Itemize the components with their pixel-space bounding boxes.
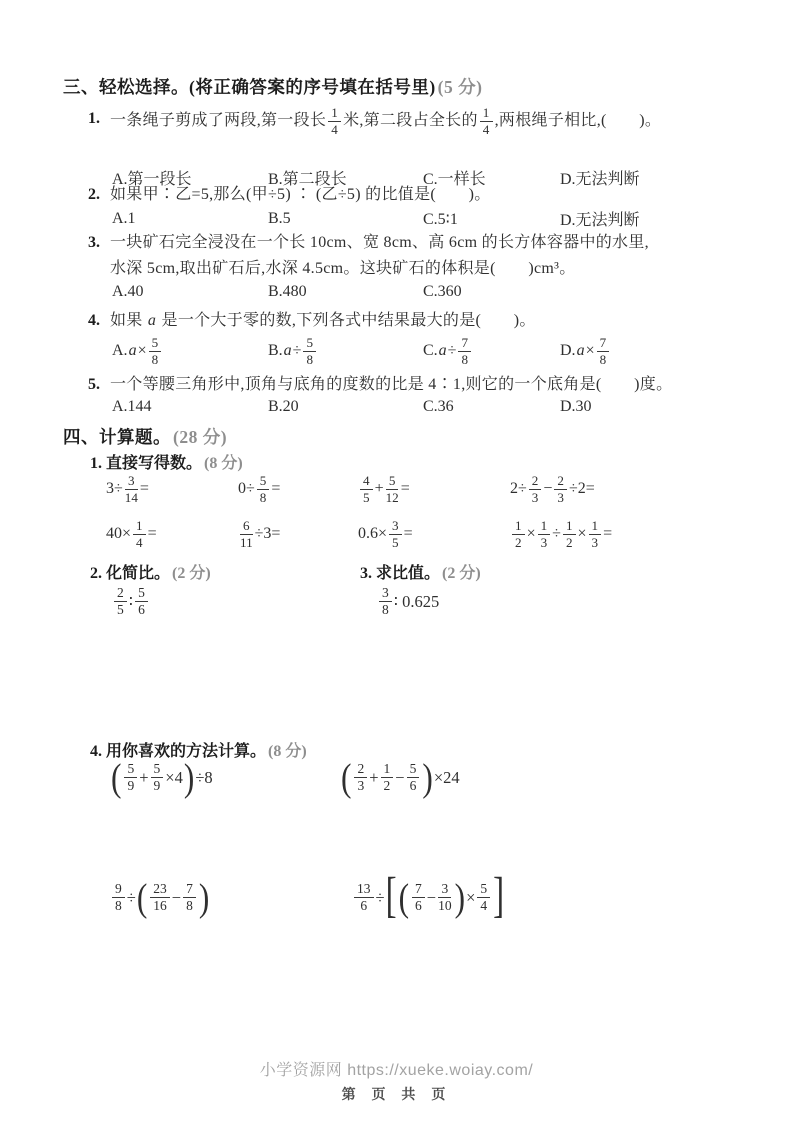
calc-part-3-number: 3. (360, 565, 372, 582)
calc-part-3-score: (2 分) (442, 565, 481, 582)
calc-expression: $\frac{1}{2}$ × $\frac{1}{3}$ ÷ $\frac{1}{2}$ × $\frac{1}{3}$ = (510, 519, 753, 550)
fraction: $\frac{3}{5}$ (389, 519, 402, 550)
fraction: $\frac{1}{2}$ (381, 762, 394, 793)
option: C.360 (423, 283, 462, 300)
option: B.480 (268, 283, 307, 300)
option: C.一样长 (423, 171, 486, 188)
fraction: $\frac{4}{5}$ (360, 474, 373, 505)
section-calc-score: (28 分) (173, 427, 228, 447)
fraction: $\frac{7}{8}$ (597, 336, 610, 367)
option: D. a × $\frac{7}{8}$ (560, 336, 611, 367)
question-5-options (112, 398, 592, 416)
simplify-ratio-expression: $\frac{2}{5}$ ∶ $\frac{5}{6}$ (112, 586, 150, 617)
question-5-number: 5. (88, 376, 100, 393)
calc-part-4-number: 4. (90, 743, 102, 760)
fraction: $\frac{1}{3}$ (589, 519, 602, 550)
fraction: $\frac{1}{3}$ (538, 519, 551, 550)
fraction: $\frac{1}{2}$ (563, 519, 576, 550)
question-4-options (112, 336, 611, 367)
question-4-number: 4. (88, 312, 100, 329)
option: D.30 (560, 398, 592, 415)
fraction: $\frac{2}{3}$ (354, 762, 367, 793)
calc-part-2-score: (2 分) (172, 565, 211, 582)
calc-part-2-label (90, 560, 211, 583)
calc-expression: 2÷ $\frac{2}{3}$ − $\frac{2}{3}$ ÷2= (510, 473, 595, 505)
question-4-stem: 如果 a 是一个大于零的数,下列各式中结果最大的是( )。 (110, 312, 536, 329)
fraction: $\frac{5}{12}$ (385, 473, 399, 505)
section-calc-title (63, 424, 227, 449)
option: B. a ÷ $\frac{5}{8}$ (268, 336, 423, 367)
question-2 (88, 182, 748, 208)
fraction: $\frac{7}{8}$ (183, 882, 196, 913)
calc-expression: $\frac{6}{11}$ ÷3= (240, 518, 281, 550)
fraction: $\frac{7}{6}$ (412, 882, 425, 913)
fraction: $\frac{1}{2}$ (512, 519, 525, 550)
fraction: $\frac{5}{8}$ (257, 474, 270, 505)
question-2-stem: 如果甲∶乙=5,那么(甲÷5) ∶ (乙÷5) 的比值是( )。 (110, 186, 491, 203)
option: A.40 (112, 283, 144, 300)
direct-calc-row-2 (106, 519, 753, 550)
calc-expression: 40× $\frac{1}{4}$ = (106, 518, 157, 550)
question-3-options (112, 283, 560, 301)
fraction: $\frac{5}{4}$ (477, 882, 490, 913)
option: B.5 (268, 209, 291, 227)
option: A.1 (112, 209, 136, 227)
direct-calc-row-1 (106, 474, 753, 505)
fraction: $\frac{2}{5}$ (114, 586, 127, 617)
question-5 (88, 372, 748, 398)
fraction: $\frac{3}{14}$ (124, 473, 138, 505)
calc-part-2-title: 化简比。 (106, 565, 171, 582)
fraction: $\frac{9}{8}$ (112, 882, 125, 913)
fraction: $\frac{5}{8}$ (303, 336, 316, 367)
question-1 (88, 106, 748, 137)
question-1-number: 1. (88, 110, 100, 127)
option: D.无法判断 (560, 212, 640, 229)
fraction: $\frac{1}{4}$ (480, 106, 493, 137)
fraction: $\frac{5}{8}$ (149, 336, 162, 367)
fraction: $\frac{3}{10}$ (438, 881, 452, 914)
calc-part-1-label (90, 450, 243, 473)
option: C.36 (423, 398, 454, 415)
option: A. a × $\frac{5}{8}$ (112, 336, 268, 367)
calc-part-4-title: 用你喜欢的方法计算。 (106, 743, 267, 760)
footer-site-url: 小学资源网 https://xueke.woiay.com/ (259, 1062, 534, 1079)
method-calc-expression-4: $\frac{13}{6}$ ÷ [ ( $\frac{7}{6}$ − $\frac{3}{10}$ ) × $\frac{5}{4}$ ] (352, 882, 505, 913)
calc-expression: 0.6× $\frac{3}{5}$ = (358, 518, 413, 550)
option: D.无法判断 (560, 171, 640, 188)
method-calc-expression-2: ( $\frac{2}{3}$ + $\frac{1}{2}$ − $\frac{5}{6}$ ) ×24 (341, 755, 460, 799)
fraction: $\frac{5}{9}$ (151, 762, 164, 793)
question-5-stem: 一个等腰三角形中,顶角与底角的度数的比是 4∶1,则它的一个底角是( )度。 (110, 376, 673, 393)
question-4 (88, 308, 748, 334)
footer-page-numbers: 第 页 共 页 (341, 1086, 452, 1102)
question-3 (88, 230, 748, 282)
calc-part-1-title: 直接写得数。 (106, 455, 203, 472)
section-choice-score: (5 分) (437, 77, 483, 97)
fraction: $\frac{5}{6}$ (407, 762, 420, 793)
fraction: $\frac{1}{4}$ (328, 106, 341, 137)
fraction: $\frac{23}{16}$ (150, 882, 170, 913)
calc-expression: $\frac{4}{5}$ + $\frac{5}{12}$ = (358, 474, 510, 505)
question-3-number: 3. (88, 234, 100, 251)
calc-expression: 0÷ $\frac{5}{8}$ = (238, 473, 281, 505)
calc-part-3-title: 求比值。 (376, 565, 441, 582)
calc-part-2-number: 2. (90, 565, 102, 582)
option: C. a ÷ $\frac{7}{8}$ (423, 336, 560, 367)
section-choice-title (63, 74, 482, 99)
fraction: $\frac{7}{8}$ (458, 336, 471, 367)
option: B.第二段长 (268, 171, 347, 188)
question-3-stem: 一块矿石完全浸没在一个长 10cm、宽 8cm、高 6cm 的长方体容器中的水里, 水深 5cm,取出矿石后,水深 4.5cm。这块矿石的体积是( )cm³。 (110, 234, 649, 277)
ratio-value-expression: $\frac{3}{8}$ ∶ 0.625 (377, 586, 439, 617)
fraction: $\frac{2}{3}$ (529, 474, 542, 505)
fraction: $\frac{5}{9}$ (124, 762, 137, 793)
fraction: $\frac{1}{4}$ (133, 519, 146, 550)
calc-part-1-score: (8 分) (204, 455, 243, 472)
option: B.20 (268, 398, 299, 415)
section-choice-heading: 三、轻松选择。(将正确答案的序号填在括号里) (63, 77, 436, 97)
fraction: $\frac{5}{6}$ (135, 586, 148, 617)
calc-part-4-label (90, 738, 307, 761)
question-2-options (112, 207, 640, 230)
option: C.5∶1 (423, 210, 458, 228)
calc-part-4-score: (8 分) (268, 743, 307, 760)
calc-expression: 3÷ $\frac{3}{14}$ = (106, 473, 149, 505)
method-calc-expression-3: $\frac{9}{8}$ ÷ ( $\frac{23}{16}$ − $\frac{7}{8}$ ) (110, 882, 210, 913)
fraction: $\frac{3}{8}$ (379, 586, 392, 617)
method-calc-expression-1: ( $\frac{5}{9}$ + $\frac{5}{9}$ ×4 ) ÷8 (111, 755, 213, 799)
option: A.第一段长 (112, 171, 192, 188)
fraction: $\frac{6}{11}$ (240, 518, 253, 550)
calc-part-3-label (360, 560, 481, 583)
section-calc-heading: 四、计算题。 (63, 427, 171, 447)
question-2-number: 2. (88, 186, 100, 203)
calc-part-1-number: 1. (90, 455, 102, 472)
question-1-stem: 一条绳子剪成了两段,第一段长 $\frac{1}{4}$ 米,第二段占全长的 $\frac{1}{4}$ ,两根绳子相比,( )。 (110, 105, 662, 137)
fraction: $\frac{2}{3}$ (554, 474, 567, 505)
option: A.144 (112, 398, 152, 415)
fraction: $\frac{13}{6}$ (354, 882, 374, 913)
